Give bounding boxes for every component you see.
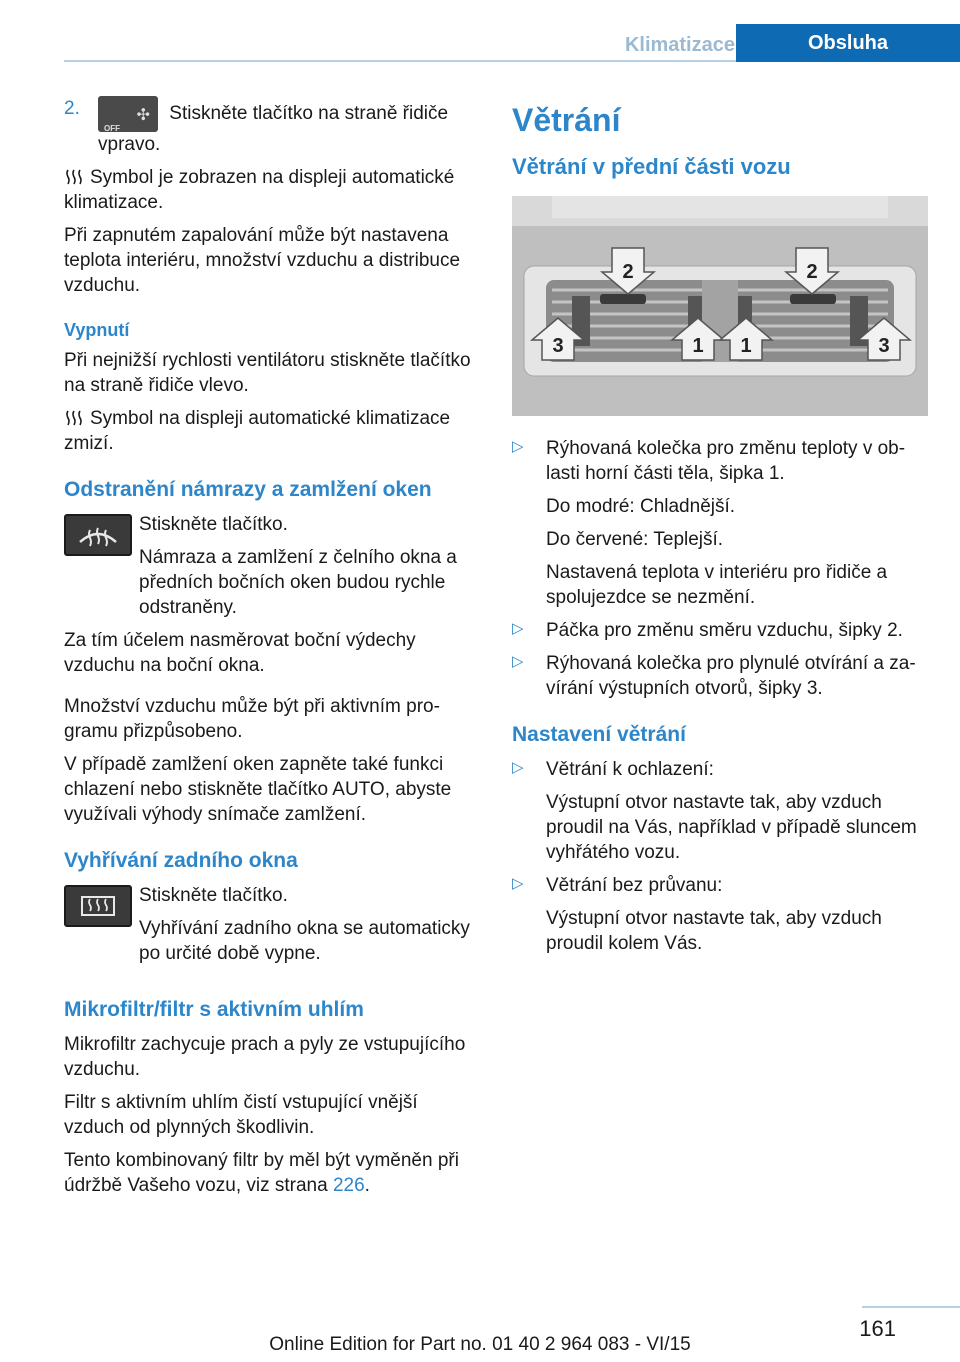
symbol-gone-text: Symbol na displeji automatické klimatizace zmizí. — [64, 408, 451, 454]
triangle-bullet-icon: ▷ — [512, 759, 524, 776]
step-number: 2. — [64, 98, 80, 119]
defrost-text-4: V případě zamlžení oken zapněte také funkci chlazení nebo stiskněte tlačítko AUTO, abyste využívali výhody snímače zamlžení. — [64, 754, 452, 825]
triangle-bullet-icon: ▷ — [512, 653, 524, 670]
page-link-226[interactable]: 226 — [332, 1175, 365, 1196]
vent-label-2-right: 2 — [806, 261, 818, 283]
list-item-text: Výstupní otvor nastavte tak, aby vzduch proudil kolem Vás. — [546, 908, 882, 954]
list-item — [512, 757, 932, 865]
list-item — [512, 873, 932, 956]
triangle-bullet-icon: ▷ — [512, 620, 524, 637]
list-item-text: Výstupní otvor nastavte tak, aby vzduch proudil na Vás, například v případě sluncem vyhřátého vozu. — [546, 792, 917, 863]
defrost-text-2: Za tím účelem nasměrovat boční výdechy vzduchu na boční okna. — [64, 630, 416, 676]
filter-text-2: Filtr s aktivním uhlím čistí vstupující vnější vzduch od plynných škodlivin. — [64, 1092, 418, 1138]
vent-label-2-left: 2 — [622, 261, 634, 283]
heading-defrost: Odstranění námrazy a zamlžení oken — [64, 478, 432, 501]
list-item-text: Rýhovaná kolečka pro změnu teploty v oblasti horní části těla, šipka 1. — [546, 438, 906, 484]
windshield-defrost-icon — [64, 514, 132, 556]
right-column — [512, 96, 932, 964]
rear-text-1: Vyhřívání zadního okna se automaticky po určité době vypne. — [139, 918, 470, 964]
filter-text-1: Mikrofiltr zachycuje prach a pyly ze vstupujícího vzduchu. — [64, 1034, 466, 1080]
defrost-block — [64, 512, 474, 620]
triangle-bullet-icon: ▷ — [512, 875, 524, 892]
rear-press: Stiskněte tlačítko. — [139, 885, 288, 906]
filter-text-3-post: . — [364, 1175, 370, 1196]
header-section-tab: Obsluha — [736, 24, 960, 62]
vent-label-3-left: 3 — [552, 335, 564, 357]
step-2-text: Stiskněte tlačítko na straně řidiče vpravo. — [98, 103, 449, 155]
heading-off: Vypnutí — [64, 320, 130, 340]
list-item-text: Větrání bez průvanu: — [546, 875, 723, 896]
air-vents-illustration — [512, 196, 928, 416]
fan-button-icon — [98, 96, 158, 132]
symbol-shown-text: Symbol je zobrazen na displeji automatické klimatizace. — [64, 167, 455, 213]
list-item-text: Větrání k ochlazení: — [546, 759, 714, 780]
list-item — [512, 651, 932, 701]
fan-icon: ✣ — [136, 107, 150, 124]
filter-text-3-pre: Tento kombinovaný filtr by měl být vyměněn při údržbě Vašeho vozu, viz strana — [64, 1150, 459, 1196]
defrost-text-3: Množství vzduchu může být při aktivním programu přizpůsobeno. — [64, 696, 440, 742]
list-item — [512, 618, 932, 643]
ignition-paragraph: Při zapnutém zapalování může být nastavena teplota interiéru, množství vzduchu a distribuce vzduchu. — [64, 225, 461, 296]
page-number: 161 — [859, 1316, 896, 1341]
list-item — [512, 436, 932, 610]
off-paragraph: Při nejnižší rychlosti ventilátoru stiskněte tlačítko na straně řidiče vlevo. — [64, 350, 471, 396]
heading-ventilation-setting: Nastavení větrání — [512, 723, 686, 746]
list-item-text: Páčka pro změnu směru vzduchu, šipky 2. — [546, 620, 903, 641]
rear-window-heating-icon — [64, 885, 132, 927]
airflow-symbol-icon — [64, 410, 84, 426]
off-label: OFF — [104, 124, 120, 133]
list-item-text: Nastavená teplota v interiéru pro řidiče a spolujezdce se nezmění. — [546, 562, 888, 608]
heading-ventilation: Větrání — [512, 102, 621, 138]
vent-label-1-left: 1 — [692, 335, 704, 357]
vent-label-3-right: 3 — [878, 335, 890, 357]
defrost-text-1: Námraza a zamlžení z čelního okna a předních bočních oken budou rychle odstraněny. — [139, 547, 457, 618]
triangle-bullet-icon: ▷ — [512, 438, 524, 455]
symbol-gone-paragraph — [64, 406, 474, 456]
heading-front-ventilation: Větrání v přední části vozu — [512, 154, 791, 179]
footer-rule — [862, 1306, 960, 1308]
left-column — [64, 96, 474, 1206]
setting-list — [512, 757, 932, 956]
symbol-shown-paragraph — [64, 165, 474, 215]
defrost-press: Stiskněte tlačítko. — [139, 514, 288, 535]
list-item-text: Rýhovaná kolečka pro plynulé otvírání a zavírání výstupních otvorů, šipky 3. — [546, 653, 916, 699]
vent-label-1-right: 1 — [740, 335, 752, 357]
footer-edition: Online Edition for Part no. 01 40 2 964 083 - VI/15 — [269, 1334, 691, 1355]
rear-window-block — [64, 883, 474, 966]
step-2 — [64, 96, 474, 157]
filter-text-3 — [64, 1148, 474, 1198]
list-item-text: Do modré: Chladnější. — [546, 496, 736, 517]
header-chapter: Klimatizace — [624, 34, 735, 56]
list-item-text: Do červené: Teplejší. — [546, 529, 724, 550]
controls-list — [512, 436, 932, 701]
airflow-symbol-icon — [64, 169, 84, 185]
heading-filter: Mikrofiltr/filtr s aktivním uhlím — [64, 998, 364, 1021]
heading-rear-window: Vyhřívání zadního okna — [64, 849, 298, 872]
